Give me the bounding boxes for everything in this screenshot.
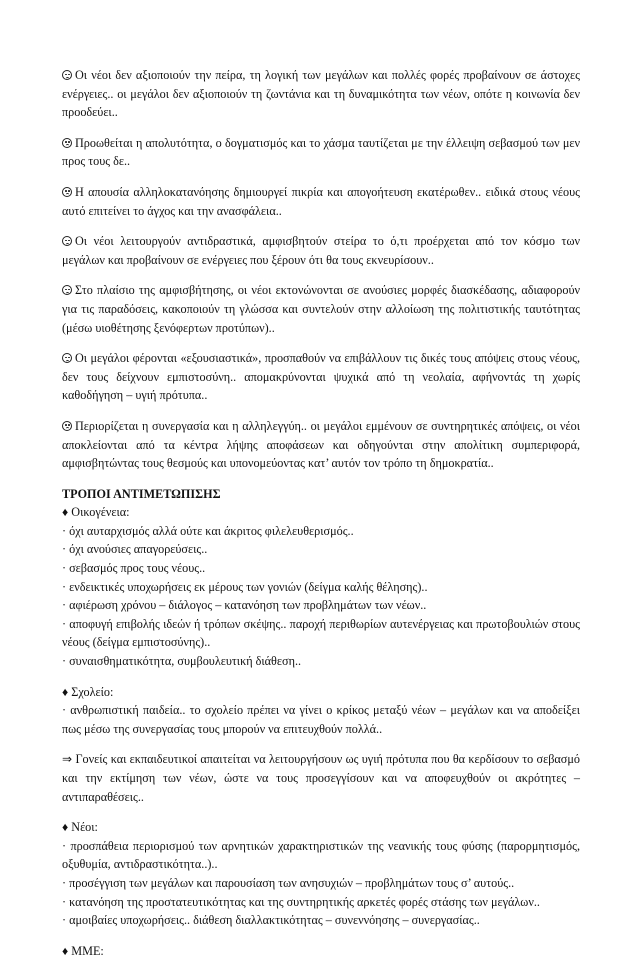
paragraph-7: Περιορίζεται η συνεργασία και η αλληλεγγύη.. οι μεγάλοι εμμένουν σε συντηρητικές απόψεις, οι νέοι αποκλείονται από τα κέντρα λήψης αποφάσεων και οδηγούνται στην απολίτικη συμπεριφορά, αμφισβητώντας τους θεσμούς και υπονομεύοντας κατ’ αυτόν τον τρόπο τη δημοκρατία.. (62, 418, 580, 471)
list-item: · αμοιβαίες υποχωρήσεις.. διάθεση διαλλακτικότητας – συνεννόησης – συνεργασίας.. (62, 913, 480, 928)
family-section (62, 503, 580, 670)
youth-section (62, 818, 580, 930)
list-item: · προσέγγιση των μεγάλων και παρουσίαση των ανησυχιών – προβλημάτων τους σ’ αυτούς.. (62, 875, 515, 890)
paragraph-6: Οι μεγάλοι φέρονται «εξουσιαστικά», προσπαθούν να επιβάλλουν τις δικές τους απόψεις στους νέους, δεν τους δείχνουν εμπιστοσύνη.. απομακρύνονται ψυχικά από τη νεολαία, αφήνοντάς τη χωρίς καθοδήγηση – υγιή πρότυπα.. (62, 351, 580, 403)
paragraph-4: Οι νέοι λειτουργούν αντιδραστικά, αμφισβητούν στείρα το ό,τι προέρχεται από τον κόσμο των μεγάλων και προβαίνουν σε ενέργειες που ξέρουν ότι θα τους εκνευρίσουν.. (62, 234, 580, 267)
list-item: · ενδεικτικές υποχωρήσεις εκ μέρους των γονιών (δείγμα καλής θέλησης).. (62, 579, 428, 594)
list-item: · όχι ανούσιες απαγορεύσεις.. (62, 542, 208, 557)
paragraph-2: Προωθείται η απολυτότητα, ο δογματισμός και το χάσμα ταυτίζεται με την έλλειψη σεβασμού των μεν προς τους δε.. (62, 135, 580, 169)
document-page (62, 66, 580, 960)
list-item: · κατανόηση της προστατευτικότητας και της συντηρητικής αρκετές φορές στάσης των μεγάλων.. (62, 894, 540, 909)
paragraph-3: Η απουσία αλληλοκατανόησης δημιουργεί πικρία και απογοήτευση εκατέρωθεν.. ειδικά στους νέους αυτό επιτείνει το άγχος και την ανασφάλεια.. (62, 184, 580, 218)
list-item: · συναισθηματικότητα, συμβουλευτική διάθεση.. (62, 654, 302, 669)
sad-face-icon (62, 285, 72, 295)
list-item: · σεβασμός προς τους νέους.. (62, 561, 206, 576)
list-item: · αφιέρωση χρόνου – διάλογος – κατανόηση των προβλημάτων των νέων.. (62, 598, 427, 613)
media-heading: ♦ ΜΜΕ: (62, 943, 104, 958)
sad-face-icon (62, 187, 72, 197)
sad-face-icon (62, 70, 72, 80)
list-item: · ανθρωπιστική παιδεία.. το σχολείο πρέπει να γίνει ο κρίκος μεταξύ νέων – μεγάλων και να αποδείξει πως μέσω της συνεργασίας τους μπορούν να επιτευχθούν πολλά.. (62, 703, 580, 736)
paragraph-5: Στο πλαίσιο της αμφισβήτησης, οι νέοι εκτονώνονται σε ανούσιες μορφές διασκέδασης, αδιαφορούν για τις παραδόσεις, κακοποιούν τη γλώσσα και συντελούν στην αλλοίωση της πολιτιστικής ταυτότητας (μέσω υιοθέτησης ξενόφερτων προτύπων).. (62, 283, 580, 335)
sad-face-icon (62, 236, 72, 246)
school-heading: ♦ Σχολείο: (62, 684, 114, 699)
sad-face-icon (62, 353, 72, 363)
parents-teachers-paragraph: ⇒ Γονείς και εκπαιδευτικοί απαιτείται να λειτουργήσουν ως υγιή πρότυπα που θα κερδίσουν το σεβασμό και την εκτίμηση των νέων, ώστε να τους προσεγγίσουν και να αποφευχθούν οι ακρότητες – αντιπαραθέσεις.. (62, 752, 580, 804)
paragraph-1: Οι νέοι δεν αξιοποιούν την πείρα, τη λογική των μεγάλων και πολλές φορές προβαίνουν σε άστοχες ενέργειες.. οι μεγάλοι δεν αξιοποιούν τη ζωντάνια και τη δυναμικότητα των νέων, οπότε η κοινωνία δεν προοδεύει.. (62, 68, 580, 120)
youth-heading: ♦ Νέοι: (62, 820, 98, 835)
family-heading: ♦ Οικογένεια: (62, 505, 130, 520)
list-item: · προσπάθεια περιορισμού των αρνητικών χαρακτηριστικών της νεανικής τους φύσης (παρορμητισμός, οξυθυμία, αντιδραστικότητα..).. (62, 838, 580, 872)
list-item: · αποφυγή επιβολής ιδεών ή τρόπων σκέψης.. παροχή περιθωρίων αυτενέργειας και πρωτοβουλιών στους νέους (δείγμα εμπιστοσύνης).. (62, 616, 580, 650)
list-item: · όχι αυταρχισμός αλλά ούτε και άκριτος φιλελευθερισμός.. (62, 523, 354, 538)
school-section (62, 683, 580, 739)
sad-face-icon (62, 138, 72, 148)
sad-face-icon (62, 421, 72, 431)
section-title: ΤΡΟΠΟΙ ΑΝΤΙΜΕΤΩΠΙΣΗΣ (62, 486, 221, 501)
